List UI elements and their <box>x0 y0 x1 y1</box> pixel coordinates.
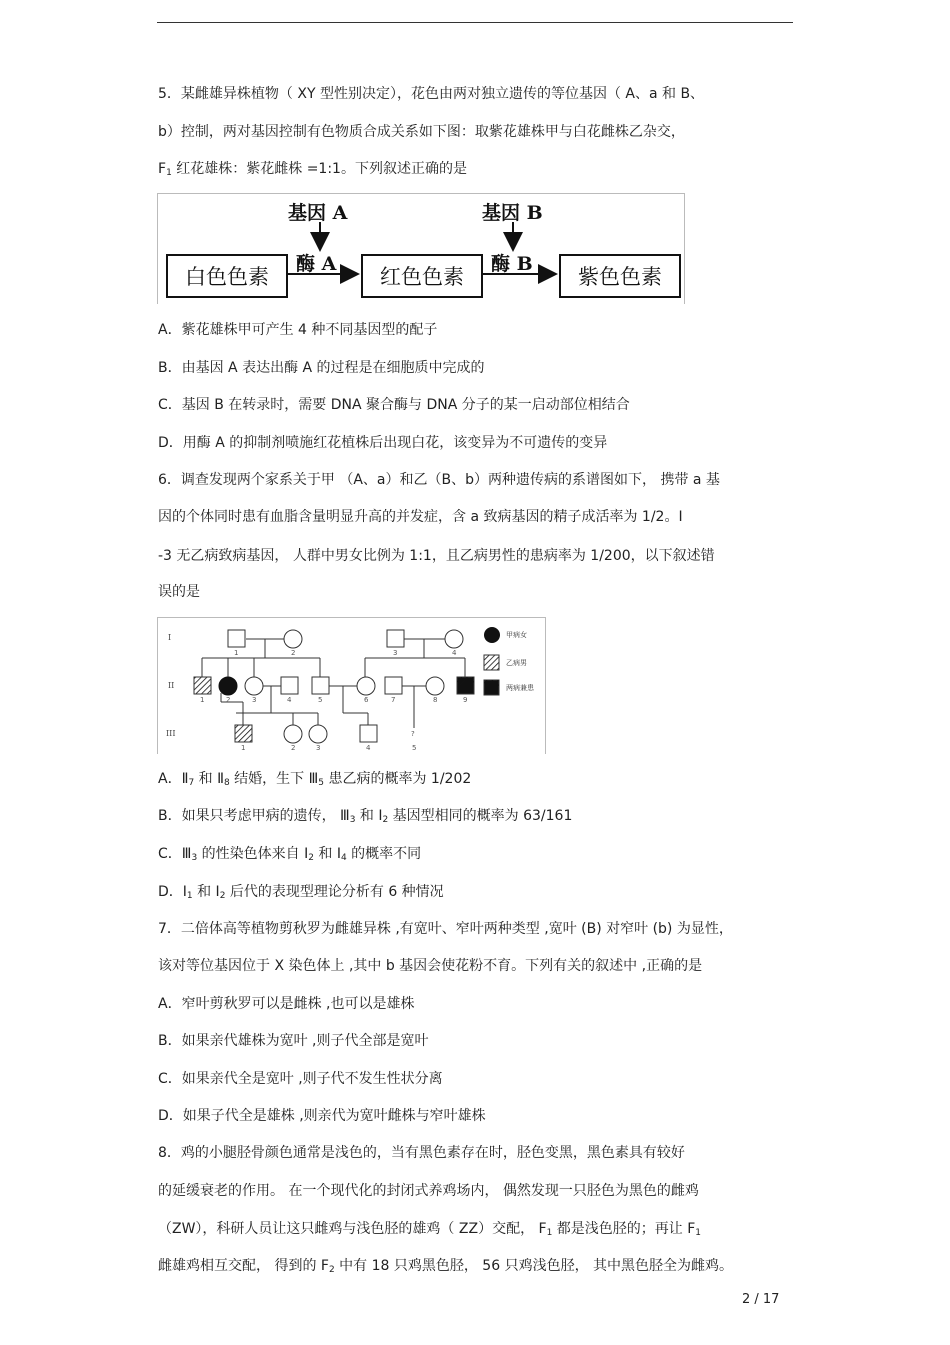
num-ii3: 3 <box>252 696 257 704</box>
page-number: 2 / 17 <box>742 1292 780 1307</box>
q5-line2: b）控制，两对基因控制有色物质合成关系如下图：取紫花雄株甲与白花雌株乙杂交， <box>158 124 685 140</box>
num-iii2: 2 <box>291 744 296 752</box>
ii2-female-disease-a <box>219 677 237 695</box>
num-ii9: 9 <box>463 696 468 704</box>
legend-label-3: 两病兼患 <box>506 684 534 692</box>
num-iii5: 5 <box>412 744 417 752</box>
num-ii7: 7 <box>391 696 396 704</box>
label-gene-a: 基因 A <box>288 202 348 224</box>
ii8-female <box>426 677 444 695</box>
num-ii4: 4 <box>287 696 292 704</box>
ii6-female <box>357 677 375 695</box>
label-gene-b: 基因 B <box>482 202 543 224</box>
q6-line3: -3 无乙病致病基因， 人群中男女比例为 1:1，且乙病男性的患病率为 1/200，以下叙述错 <box>158 548 715 564</box>
q6-option-d: D．$I_1$ 和 $I_2$ 后代的表现型理论分析有 6 种情况 <box>158 884 444 901</box>
num-i4: 4 <box>452 649 457 657</box>
q6-option-a: A．$Ⅱ_7$ 和 $Ⅱ_8$ 结婚，生下 $Ⅲ_5$ 患乙病的概率为 1/202 <box>158 771 472 788</box>
pedigree-chart <box>157 617 546 754</box>
q5-option-a: A．紫花雄株甲可产生 4 种不同基因型的配子 <box>158 322 438 338</box>
num-ii5: 5 <box>318 696 323 704</box>
pigment-pathway-diagram <box>157 193 685 304</box>
pedigree-symbols <box>158 618 545 754</box>
generation-label-iii: III <box>166 729 176 738</box>
q8-line1: 8．鸡的小腿胫骨颜色通常是浅色的，当有黑色素存在时，胫色变黑，黑色素具有较好 <box>158 1145 685 1161</box>
question-mark: ? <box>411 730 415 738</box>
i4-female <box>445 630 463 648</box>
generation-label-i: I <box>168 633 172 642</box>
q7-option-a: A．窄叶剪秋罗可以是雌株 ,也可以是雄株 <box>158 996 415 1012</box>
num-i1: 1 <box>234 649 239 657</box>
q8-line3: （ZW），科研人员让这只雌鸡与浅色胫的雄鸡（ ZZ）交配， $F_1$ 都是浅色胫的；再让 $F_1$ <box>158 1221 701 1238</box>
num-ii6: 6 <box>364 696 369 704</box>
q5-line1: 5．某雌雄异株植物（ XY 型性别决定），花色由两对独立遗传的等位基因（ A、a 和 B、 <box>158 86 705 102</box>
legend-label-1: 甲病女 <box>506 631 527 639</box>
legend-symbol-1 <box>484 627 500 643</box>
ii1-male-disease-b <box>194 677 211 694</box>
generation-label-ii: II <box>168 681 175 690</box>
q6-line2: 因的个体同时患有血脂含量明显升高的并发症，含 a 致病基因的精子成活率为 1/2。I <box>158 509 683 525</box>
iii1-male-disease-b <box>235 725 252 742</box>
q7-line2: 该对等位基因位于 X 染色体上 ,其中 b 基因会使花粉不育。下列有关的叙述中 ,正确的是 <box>158 958 703 974</box>
q5-option-c: C．基因 B 在转录时，需要 DNA 聚合酶与 DNA 分子的某一启动部位相结合 <box>158 397 630 413</box>
box-red-pigment: 红色色素 <box>361 254 483 298</box>
q6-line1: 6．调查发现两个家系关于甲 （A、a）和乙（B、b）两种遗传病的系谱图如下， 携带 a 基 <box>158 472 720 488</box>
iii2-female <box>284 725 302 743</box>
q5-line3: $F_1$ 红花雄株：紫花雌株 =1:1。下列叙述正确的是 <box>158 161 467 178</box>
ii4-male <box>281 677 298 694</box>
legend-symbol-2 <box>484 655 499 670</box>
q7-option-b: B．如果亲代雄株为宽叶 ,则子代全部是宽叶 <box>158 1033 429 1049</box>
q7-option-c: C．如果亲代全是宽叶 ,则子代不发生性状分离 <box>158 1071 443 1087</box>
q7-option-d: D．如果子代全是雄株 ,则亲代为宽叶雌株与窄叶雄株 <box>158 1108 486 1124</box>
q6-option-c: C．$Ⅲ_3$ 的性染色体来自 $I_2$ 和 $I_4$ 的概率不同 <box>158 846 422 863</box>
ii3-female <box>245 677 263 695</box>
num-i3: 3 <box>393 649 398 657</box>
box-white-pigment: 白色色素 <box>166 254 288 298</box>
ii5-male <box>312 677 329 694</box>
box-purple-pigment: 紫色色素 <box>559 254 681 298</box>
iii3-female <box>309 725 327 743</box>
i1-male <box>228 630 245 647</box>
q7-line1: 7．二倍体高等植物剪秋罗为雌雄异株 ,有宽叶、窄叶两种类型 ,宽叶 (B) 对窄叶 (b) 为显性， <box>158 921 733 937</box>
q6-option-b: B．如果只考虑甲病的遗传， $Ⅲ_3$ 和 $I_2$ 基因型相同的概率为 63/161 <box>158 808 573 825</box>
num-iii4: 4 <box>366 744 371 752</box>
q8-line2: 的延缓衰老的作用。 在一个现代化的封闭式养鸡场内， 偶然发现一只胫色为黑色的雌鸡 <box>158 1183 699 1199</box>
num-iii3: 3 <box>316 744 321 752</box>
i3-male <box>387 630 404 647</box>
i2-female <box>284 630 302 648</box>
header-rule <box>157 22 793 23</box>
num-ii2: 2 <box>226 696 231 704</box>
iii4-male <box>360 725 377 742</box>
q6-line4: 误的是 <box>158 584 200 600</box>
legend-label-2: 乙病男 <box>506 659 527 667</box>
num-ii8: 8 <box>433 696 438 704</box>
num-iii1: 1 <box>241 744 246 752</box>
q5-option-b: B．由基因 A 表达出酶 A 的过程是在细胞质中完成的 <box>158 360 485 376</box>
num-i2: 2 <box>291 649 296 657</box>
q8-line4: 雌雄鸡相互交配， 得到的 $F_2$ 中有 18 只鸡黑色胫， 56 只鸡浅色胫， 其中黑色胫全为雌鸡。 <box>158 1258 734 1275</box>
label-enzyme-a: 酶 A <box>296 253 337 275</box>
num-ii1: 1 <box>200 696 205 704</box>
ii7-male <box>385 677 402 694</box>
label-enzyme-b: 酶 B <box>491 253 533 275</box>
q5-option-d: D．用酶 A 的抑制剂喷施红花植株后出现白花，该变异为不可遗传的变异 <box>158 435 608 451</box>
